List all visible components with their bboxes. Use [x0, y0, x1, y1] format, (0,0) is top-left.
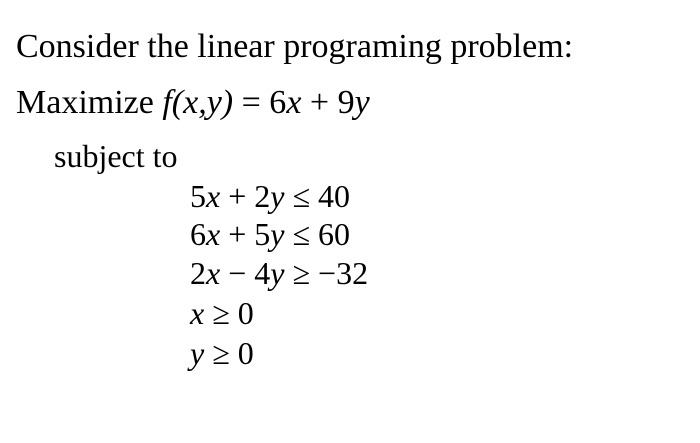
objective-function [16, 86, 370, 120]
constraint-4: x ≥ 0 [190, 295, 254, 331]
objective-func: f [162, 84, 172, 121]
objective-rhs: = 6x + 9y [241, 84, 370, 121]
constraint-1: 5x + 2y ≤ 40 [190, 178, 351, 214]
constraint-2: 6x + 5y ≤ 60 [190, 216, 351, 252]
objective-args: (x,y) [171, 84, 234, 121]
constraint-5: y ≥ 0 [190, 335, 254, 371]
objective-verb: Maximize [16, 84, 154, 121]
constraint-3: 2x − 4y ≥ −32 [190, 255, 369, 291]
subject-to-label: subject to [54, 138, 178, 174]
problem-intro: Consider the linear programing problem: [16, 28, 574, 65]
